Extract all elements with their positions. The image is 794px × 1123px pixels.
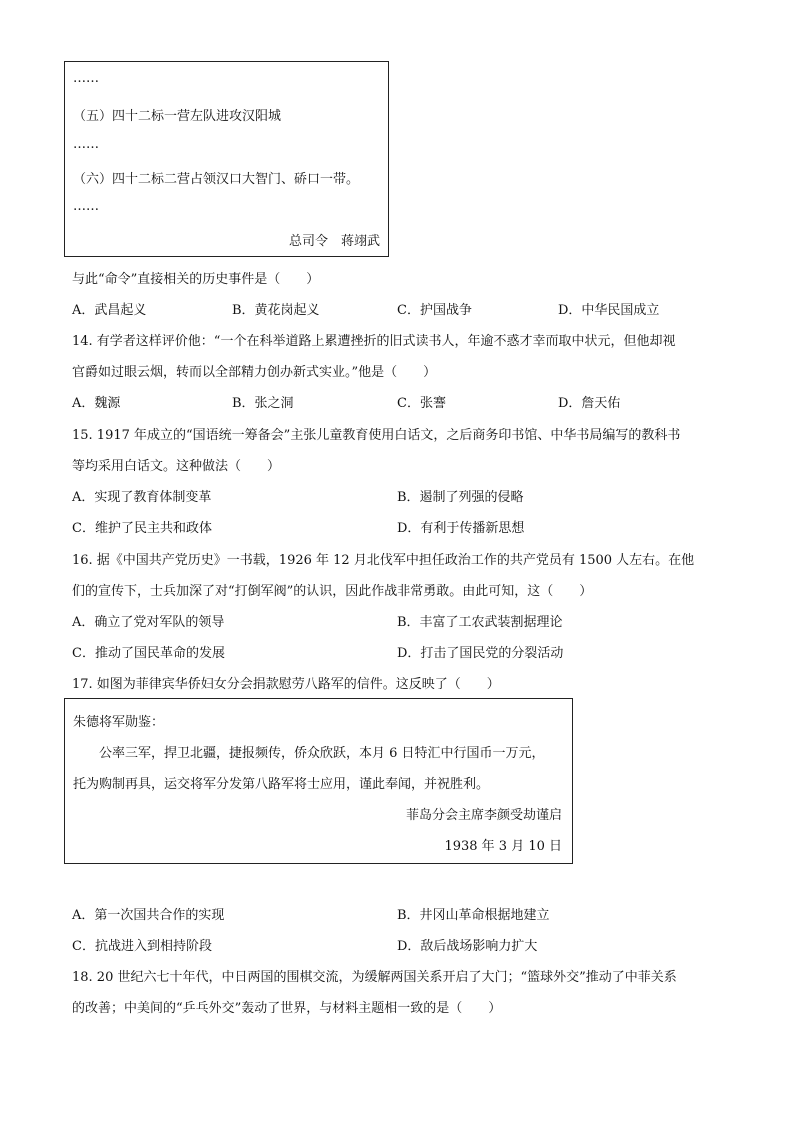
q18-stem-line1: 18. 20 世纪六七十年代，中日两国的围棋交流，为缓解两国关系开启了大门；“篮球外交”推动了中菲关系 — [72, 970, 677, 985]
q17-option-b[interactable]: B．井冈山革命根据地建立 — [397, 908, 550, 923]
q15-stem-line2: 等均采用白话文。这种做法（ ） — [72, 459, 281, 474]
letter-date: 1938 年 3 月 10 日 — [444, 839, 562, 854]
ellipsis-line: …… — [73, 137, 99, 152]
q16-option-d[interactable]: D．打击了国民党的分裂活动 — [397, 646, 564, 661]
order-item-6: （六）四十二标二营占领汉口大智门、硚口一带。 — [73, 172, 360, 187]
q17-option-d[interactable]: D．敌后战场影响力扩大 — [397, 939, 538, 954]
q15-stem-line1: 15. 1917 年成立的“国语统一筹备会”主张儿童教育使用白话文，之后商务印书馆、中华书局编写的教科书 — [72, 428, 681, 443]
q16-stem-line1: 16. 据《中国共产党历史》一书载，1926 年 12 月北伐军中担任政治工作的共产党员有 1500 人左右。在他 — [72, 553, 695, 568]
letter-salutation: 朱德将军勋鉴： — [73, 715, 165, 730]
ellipsis-line: …… — [73, 71, 99, 86]
letter-box — [64, 698, 573, 864]
q14-option-a[interactable]: A．魏源 — [72, 396, 121, 411]
q17-option-a[interactable]: A．第一次国共合作的实现 — [72, 908, 225, 923]
q14-stem-line1: 14. 有学者这样评价他：“一个在科举道路上累遭挫折的旧式读书人，年逾不惑才幸而取中状元，但他却视 — [72, 334, 676, 349]
letter-signer: 菲岛分会主席李颜受劫谨启 — [405, 808, 562, 823]
q14-option-d[interactable]: D．詹天佑 — [558, 396, 621, 411]
q16-option-a[interactable]: A．确立了党对军队的领导 — [72, 615, 225, 630]
q13-option-c[interactable]: C．护国战争 — [397, 303, 472, 318]
q17-option-c[interactable]: C．抗战进入到相持阶段 — [72, 939, 212, 954]
order-item-5: （五）四十二标一营左队进攻汉阳城 — [73, 109, 282, 124]
q13-option-d[interactable]: D．中华民国成立 — [558, 303, 660, 318]
q14-option-b[interactable]: B．张之洞 — [232, 396, 294, 411]
q15-option-c[interactable]: C．维护了民主共和政体 — [72, 521, 212, 536]
q13-stem: 与此“命令”直接相关的历史事件是（ ） — [72, 272, 320, 287]
order-signature: 总司令 蒋翊武 — [288, 234, 380, 249]
q14-option-c[interactable]: C．张謇 — [397, 396, 446, 411]
letter-body-line1: 公率三军，捍卫北疆，捷报频传，侨众欣跃，本月 6 日特汇中行国币一万元， — [99, 746, 545, 761]
q15-option-d[interactable]: D．有利于传播新思想 — [397, 521, 525, 536]
q18-stem-line2: 的改善；中美间的“乒乓外交”轰动了世界，与材料主题相一致的是（ ） — [72, 1001, 502, 1016]
q16-option-b[interactable]: B．丰富了工农武装割据理论 — [397, 615, 563, 630]
ellipsis-line: …… — [73, 199, 99, 214]
q16-stem-line2: 们的宣传下，士兵加深了对“打倒军阀”的认识，因此作战非常勇敢。由此可知，这（ ） — [72, 584, 593, 599]
letter-body-line2: 托为购制再具，运交将军分发第八路军将士应用，谨此奉闻，并祝胜利。 — [73, 777, 490, 792]
q14-stem-line2: 官爵如过眼云烟，转而以全部精力创办新式实业。”他是（ ） — [72, 365, 437, 380]
order-excerpt-box — [64, 61, 389, 257]
q15-option-b[interactable]: B．遏制了列强的侵略 — [397, 490, 524, 505]
q15-option-a[interactable]: A．实现了教育体制变革 — [72, 490, 212, 505]
q16-option-c[interactable]: C．推动了国民革命的发展 — [72, 646, 225, 661]
q13-option-a[interactable]: A．武昌起义 — [72, 303, 147, 318]
q13-option-b[interactable]: B．黄花岗起义 — [232, 303, 320, 318]
q17-stem: 17. 如图为菲律宾华侨妇女分会捐款慰劳八路军的信件。这反映了（ ） — [72, 677, 500, 692]
